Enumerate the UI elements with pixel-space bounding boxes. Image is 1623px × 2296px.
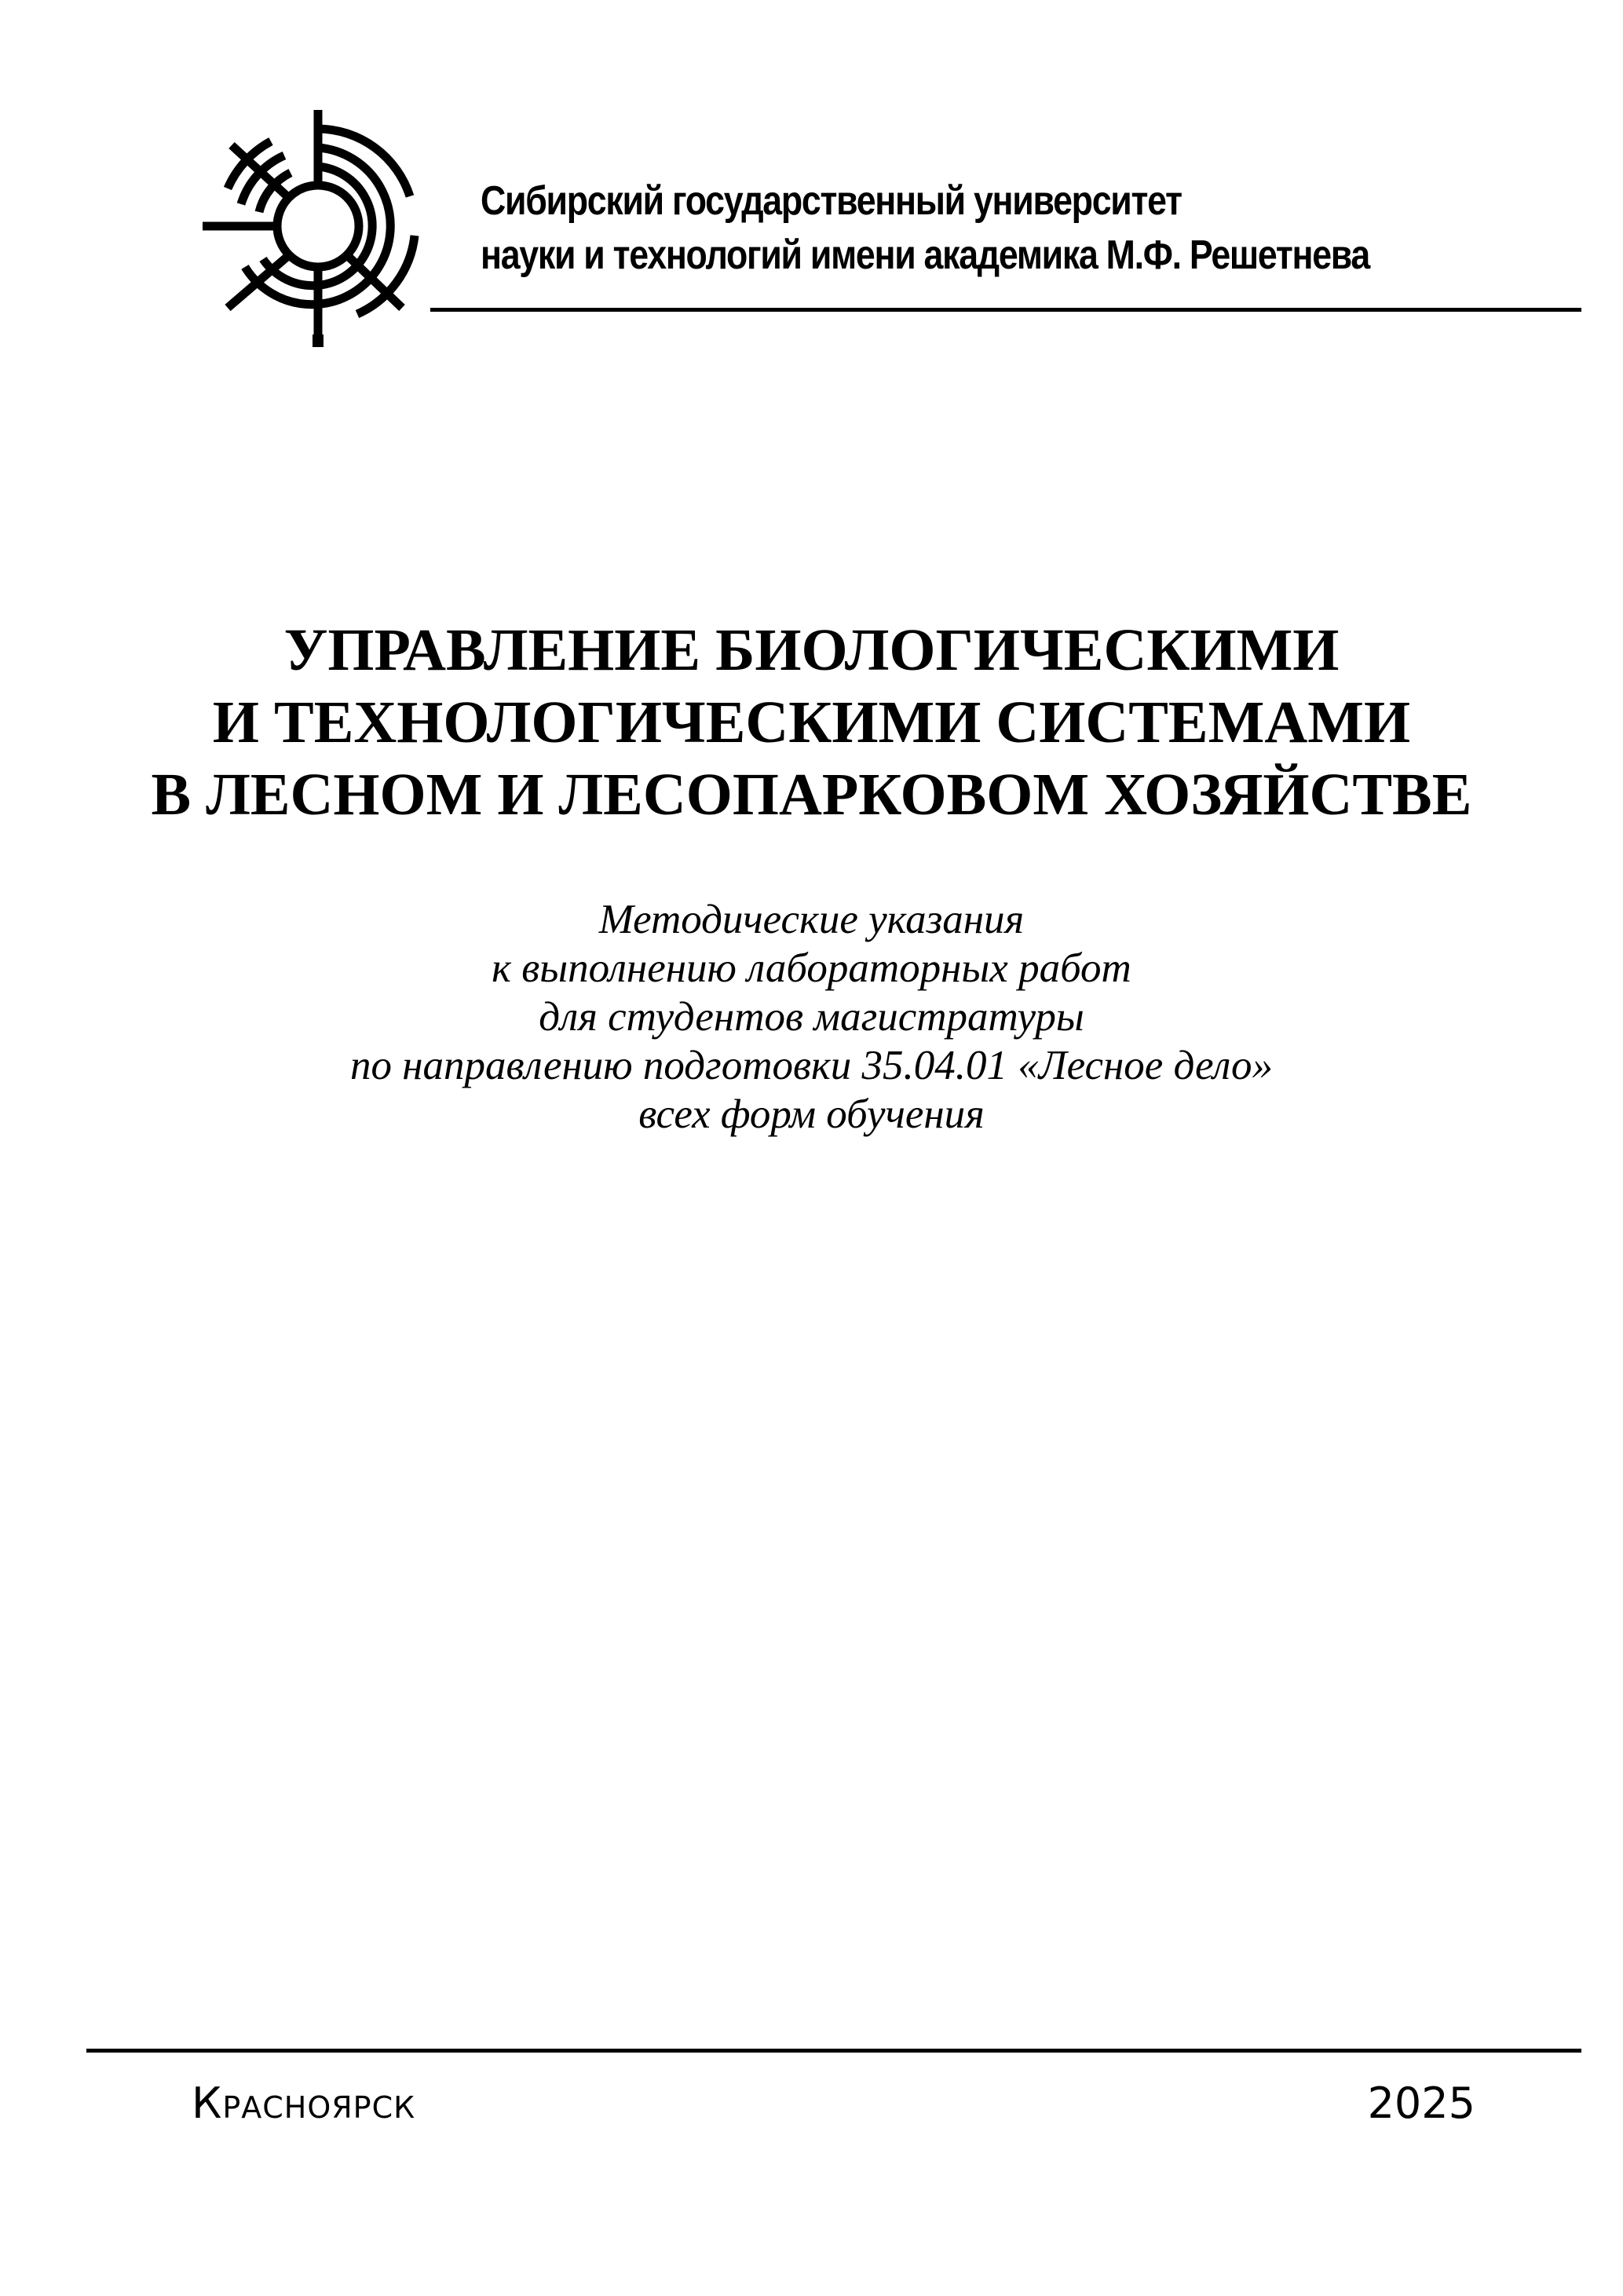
university-emblem-icon: [196, 102, 432, 353]
document-title-line1: УПРАВЛЕНИЕ БИОЛОГИЧЕСКИМИ: [283, 617, 1340, 683]
document-subtitle-line2: к выполнению лабораторных работ: [492, 945, 1131, 991]
footer-divider: [86, 2049, 1581, 2053]
document-title-line2: И ТЕХНОЛОГИЧЕСКИМИ СИСТЕМАМИ: [212, 689, 1411, 755]
document-subtitle-line4: по направлению подготовки 35.04.01 «Лесное дело»: [349, 1043, 1273, 1088]
document-title: [0, 614, 1623, 831]
university-name-line2: науки и технологий имени академика М.Ф. Решетнева: [481, 232, 1370, 278]
university-name-line1: Сибирский государственный университет: [481, 178, 1182, 224]
publication-city: Красноярск: [192, 2078, 416, 2128]
header-divider: [430, 308, 1581, 312]
document-subtitle-line5: всех форм обучения: [638, 1091, 985, 1137]
document-subtitle: [0, 895, 1623, 1139]
document-title-line3: В ЛЕСНОМ И ЛЕСОПАРКОВОМ ХОЗЯЙСТВЕ: [151, 762, 1472, 828]
document-subtitle-line1: Методические указания: [598, 897, 1025, 942]
university-name: [481, 174, 1426, 283]
document-subtitle-line3: для студентов магистратуры: [539, 994, 1084, 1040]
publication-year: 2025: [1367, 2078, 1475, 2128]
